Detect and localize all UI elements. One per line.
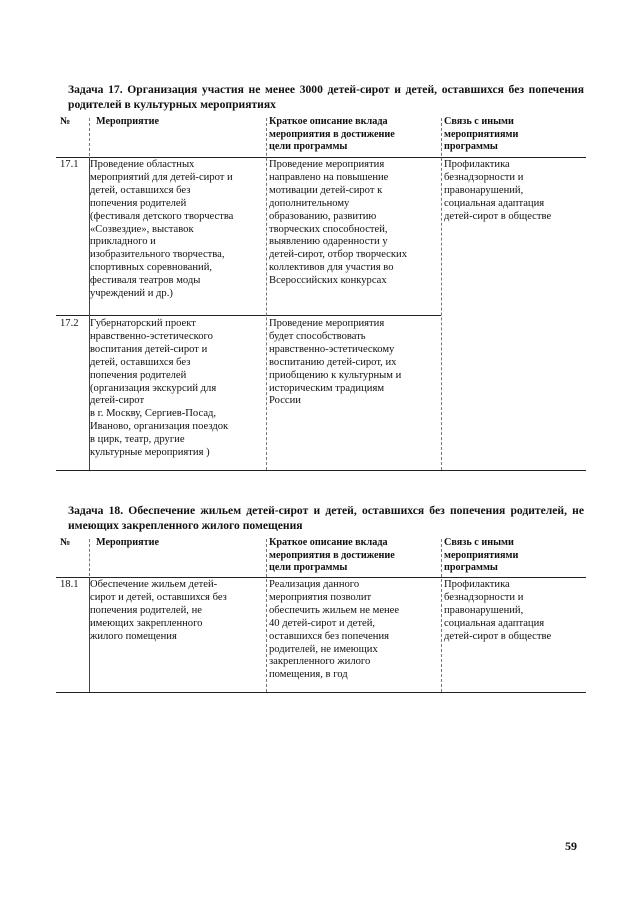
table-header-row	[56, 116, 586, 156]
row-number: 17.2	[60, 318, 79, 329]
task-17-title: Задача 17. Организация участия не менее 3000 детей-сирот и детей, оставшихся без попечения родителей в культурных мероприятиях	[68, 83, 584, 111]
column-divider	[441, 118, 442, 470]
row-number: 18.1	[60, 579, 79, 590]
table-bottom-border	[56, 692, 586, 693]
row-description: Проведение мероприятия будет способствовать нравственно-эстетическому воспитанию детей-сирот, их приобщению к культурным и историческим традициям России	[269, 318, 402, 407]
header-event: Мероприятие	[96, 537, 160, 548]
row-description: Реализация данного мероприятия позволит обеспечить жильем не менее 40 детей-сирот и детей, оставшихся без попечения родителей, не имеющих закрепленного жилого помещения, в год	[269, 579, 400, 681]
table-header-row	[56, 537, 586, 577]
row-number: 17.1	[60, 159, 79, 170]
header-desc: Краткое описание вклада мероприятия в достижение цели программы	[269, 537, 395, 573]
row-event: Губернаторский проект нравственно-эстетического воспитания детей-сирот и детей, оставшихся без попечения родителей (организация экскурсий для детей-сирот в г. Москву, Сергиев-Посад, Иваново, организация поездок в цирк, театр, другие культурные мероприятия )	[90, 318, 229, 459]
column-divider	[89, 577, 90, 692]
task-18-title: Задача 18. Обеспечение жильем детей-сирот и детей, оставшихся без попечения родителей, не имеющих закрепленного жилого помещения	[68, 504, 584, 532]
column-divider	[266, 118, 267, 470]
column-divider	[89, 157, 90, 470]
table-bottom-border	[56, 470, 586, 471]
header-divider	[56, 577, 586, 578]
column-divider	[89, 118, 90, 156]
column-divider	[89, 539, 90, 576]
task-17-table	[56, 116, 586, 471]
header-num: №	[60, 537, 71, 548]
page-number: 59	[565, 839, 577, 853]
header-event: Мероприятие	[96, 116, 160, 127]
row-link: Профилактика безнадзорности и правонарушений, социальная адаптация детей-сирот в обществе	[444, 579, 552, 642]
header-link: Связь с иными мероприятиями программы	[444, 537, 519, 573]
row-event: Проведение областных мероприятий для детей-сирот и детей, оставшихся без попечения родителей (фестиваля детского творчества «Созвездие», выставок прикладного и изобразительного творчества, спортивных соревнований, фестиваля театров моды учреждений и др.)	[90, 159, 234, 300]
column-divider	[441, 539, 442, 692]
header-desc: Краткое описание вклада мероприятия в достижение цели программы	[269, 116, 395, 152]
header-num: №	[60, 116, 71, 127]
header-link: Связь с иными мероприятиями программы	[444, 116, 519, 152]
header-divider	[56, 157, 586, 158]
row-divider	[56, 315, 441, 316]
row-event: Обеспечение жильем детей- сирот и детей, оставшихся без попечения родителей, не имеющих закрепленного жилого помещения	[90, 579, 227, 642]
column-divider	[266, 539, 267, 692]
row-description: Проведение мероприятия направлено на повышение мотивации детей-сирот к дополнительному образованию, развитию творческих способностей, выявлению одаренности у детей-сирот, отбор творческих коллективов для участия во Всероссийских конкурсах	[269, 159, 407, 287]
task-18-table	[56, 537, 586, 693]
row-link: Профилактика безнадзорности и правонарушений, социальная адаптация детей-сирот в обществе	[444, 159, 552, 222]
